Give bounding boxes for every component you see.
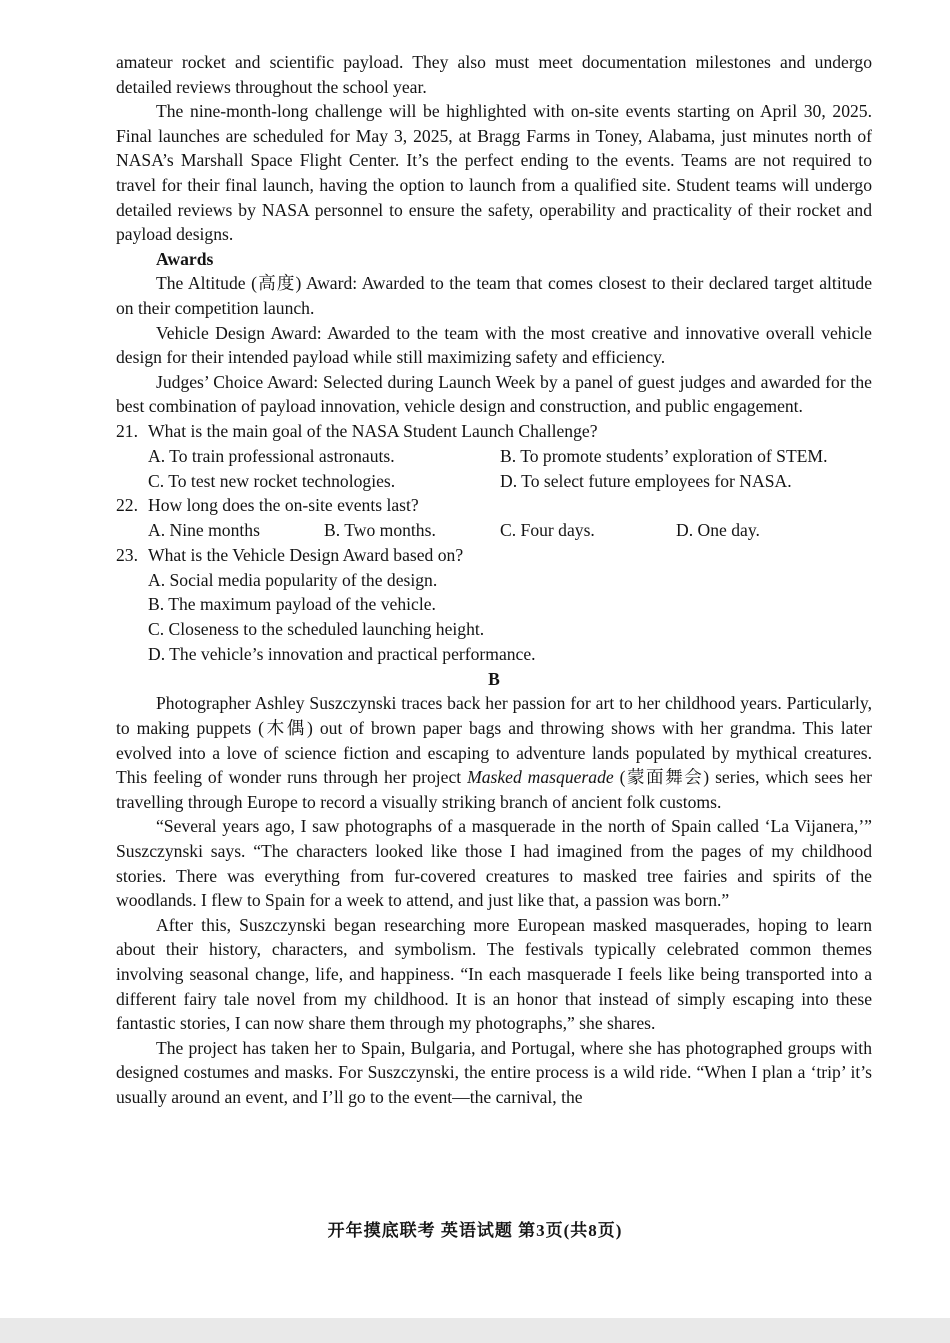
question-21: [116, 419, 872, 493]
passage-a-paragraph-1: amateur rocket and scientific payload. They also must meet documentation milestones and undergo detailed reviews throughout the school year.: [116, 52, 872, 97]
option-d: D. The vehicle’s innovation and practical performance.: [148, 644, 536, 665]
question-number: 21.: [116, 420, 138, 441]
option-d: D. One day.: [676, 520, 760, 541]
option-b: B. Two months.: [324, 520, 436, 541]
option-a: A. Nine months: [148, 520, 260, 541]
question-stem: How long does the on-site events last?: [148, 495, 419, 516]
question-stem: What is the main goal of the NASA Student Launch Challenge?: [148, 420, 598, 441]
option-c: C. To test new rocket technologies.: [148, 470, 396, 491]
scan-edge: [0, 1318, 950, 1343]
passage-b-paragraph-3: After this, Suszczynski began researching more European masked masquerades, hoping to learn about their history, characters, and symbolism. The festivals typically celebrated common themes involving seasonal change, life, and happiness. “In each masquerade I feels like being transported into a different fairy tale novel from my childhood. It is an honor that instead of simply escaping into these fantastic stories, I can now share them through my photographs,” she shares.: [116, 914, 872, 1034]
option-c: C. Four days.: [500, 520, 595, 541]
awards-heading: Awards: [156, 248, 214, 269]
section-b-title: B: [488, 668, 500, 689]
passage-b-paragraph-1: [116, 691, 872, 814]
question-number: 22.: [116, 495, 138, 516]
option-b: B. To promote students’ exploration of STEM.: [500, 445, 828, 466]
option-a: A. To train professional astronauts.: [148, 445, 395, 466]
question-23: [116, 543, 872, 667]
option-a: A. Social media popularity of the design.: [148, 569, 438, 590]
option-c: C. Closeness to the scheduled launching height.: [148, 619, 485, 640]
passage-b-paragraph-4: The project has taken her to Spain, Bulgaria, and Portugal, where she has photographed groups with designed costumes and masks. For Suszczynski, the entire process is a wild ride. “When I plan a ‘trip’ it’s usually around an event, and I’ll go to the event—the carnival, the: [116, 1037, 872, 1107]
page-footer: 开年摸底联考 英语试题 第3页(共8页): [327, 1221, 623, 1240]
passage-b-p1-text-end: (蒙面舞会) series, which sees her travelling through Europe to record a visually striking branch of ancient folk customs.: [116, 767, 872, 812]
option-d: D. To select future employees for NASA.: [500, 470, 792, 491]
passage-b-paragraph-2: “Several years ago, I saw photographs of a masquerade in the north of Spain called ‘La Vijanera,’” Suszczynski says. “The characters looked like those I had imagined from the pages of my childhood stories. There was everything from fur-covered creatures to masked tree fairies and spirits of the woodlands. I flew to Spain for a week to attend, and just like that, a passion was born.”: [116, 816, 872, 911]
judges-choice-award: Judges’ Choice Award: Selected during Launch Week by a panel of guest judges and awarded for the best combination of payload innovation, vehicle design and construction, and public engagement.: [116, 371, 872, 417]
vehicle-design-award: Vehicle Design Award: Awarded to the team with the most creative and innovative overall vehicle design for their intended payload while still maximizing safety and efficiency.: [116, 322, 872, 368]
project-title: Masked masquerade: [467, 767, 614, 788]
passage-a-paragraph-2: The nine-month-long challenge will be highlighted with on-site events starting on April 30, 2025. Final launches are scheduled for May 3, 2025, at Bragg Farms in Toney, Alabama, just minutes north of NASA’s Marshall Space Flight Center. It’s the perfect ending to the events. Teams are not required to travel for their final launch, having the option to launch from a qualified site. Student teams will undergo detailed reviews by NASA personnel to ensure the safety, operability and practicality of their rocket and payload designs.: [116, 101, 872, 245]
question-22: [116, 493, 872, 543]
option-b: B. The maximum payload of the vehicle.: [148, 594, 436, 615]
altitude-award: The Altitude (高度) Award: Awarded to the team that comes closest to their declared target altitude on their competition launch.: [116, 273, 872, 318]
passage-b-p1-text: Photographer Ashley Suszczynski traces back her passion for art to her childhood years. Particularly, to making puppets (木偶) out of brown paper bags and throwing shows with her grandma. This later evolved into a love of science fiction and escaping to adventure lands populated by mythical creatures. This feeling of wonder runs through her project: [116, 693, 872, 788]
question-stem: What is the Vehicle Design Award based on?: [148, 544, 464, 565]
question-number: 23.: [116, 544, 138, 565]
